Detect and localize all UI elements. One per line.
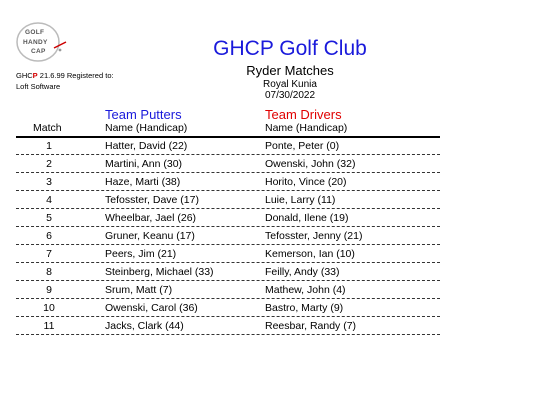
table-row: [16, 317, 440, 335]
driver-name: Horito, Vince (20): [265, 176, 347, 188]
match-table: [16, 137, 440, 335]
driver-name: Reesbar, Randy (7): [265, 320, 357, 332]
driver-name: Feilly, Andy (33): [265, 266, 340, 278]
match-number: 11: [43, 320, 55, 332]
putter-name: Martini, Ann (30): [105, 158, 183, 170]
putter-name: Peers, Jim (21): [105, 248, 177, 260]
column-header-driver-name: Name (Handicap): [265, 122, 348, 134]
table-row: [16, 281, 440, 299]
table-row: [16, 263, 440, 281]
putter-name: Haze, Marti (38): [105, 176, 181, 188]
match-number: 4: [46, 194, 52, 206]
putter-name: Owenski, Carol (36): [105, 302, 198, 314]
course-name: Royal Kunia: [263, 79, 317, 90]
driver-name: Luie, Larry (11): [265, 194, 336, 206]
putter-name: Srum, Matt (7): [105, 284, 173, 296]
table-row: [16, 155, 440, 173]
match-number: 5: [46, 212, 52, 224]
driver-name: Donald, Ilene (19): [265, 212, 349, 224]
table-row: [16, 209, 440, 227]
match-number: 7: [46, 248, 52, 260]
registration-owner: Loft Software: [16, 82, 61, 91]
column-header-putter-name: Name (Handicap): [105, 122, 188, 134]
logo-text-handy: HANDY: [23, 39, 48, 46]
driver-name: Mathew, John (4): [265, 284, 346, 296]
putter-name: Jacks, Clark (44): [105, 320, 184, 332]
club-title: GHCP Golf Club: [213, 37, 367, 60]
table-row: [16, 227, 440, 245]
putter-name: Hatter, David (22): [105, 140, 188, 152]
driver-name: Tefosster, Jenny (21): [265, 230, 363, 242]
match-number: 2: [46, 158, 52, 170]
event-title: Ryder Matches: [246, 63, 334, 78]
event-date: 07/30/2022: [264, 90, 316, 101]
match-number: 6: [46, 230, 52, 242]
driver-name: Ponte, Peter (0): [265, 140, 340, 152]
table-row: [16, 191, 440, 209]
match-number: 1: [46, 140, 52, 152]
driver-name: Bastro, Marty (9): [265, 302, 344, 314]
putter-name: Gruner, Keanu (17): [105, 230, 195, 242]
match-number: 3: [46, 176, 52, 188]
logo-text-cap: CAP: [31, 48, 46, 55]
match-number: 8: [46, 266, 52, 278]
table-row: [16, 173, 440, 191]
putter-name: Steinberg, Michael (33): [105, 266, 214, 278]
driver-name: Kemerson, Ian (10): [265, 248, 355, 260]
table-row: [16, 245, 440, 263]
registration-accent: P: [32, 71, 38, 80]
team-drivers-heading: Team Drivers: [265, 107, 342, 122]
team-putters-heading: Team Putters: [105, 107, 182, 122]
registration-prefix: GHC: [16, 71, 33, 80]
match-number: 9: [46, 284, 52, 296]
driver-name: Owenski, John (32): [265, 158, 356, 170]
column-header-match: Match: [33, 122, 62, 134]
event-details: [0, 79, 555, 101]
logo-text-golf: GOLF: [25, 29, 45, 36]
match-number: 10: [43, 302, 55, 314]
registration-version: 21.6.99 Registered to:: [37, 71, 114, 80]
putter-name: Tefosster, Dave (17): [105, 194, 199, 206]
table-row: [16, 137, 440, 155]
putter-name: Wheelbar, Jael (26): [105, 212, 197, 224]
table-row: [16, 299, 440, 317]
